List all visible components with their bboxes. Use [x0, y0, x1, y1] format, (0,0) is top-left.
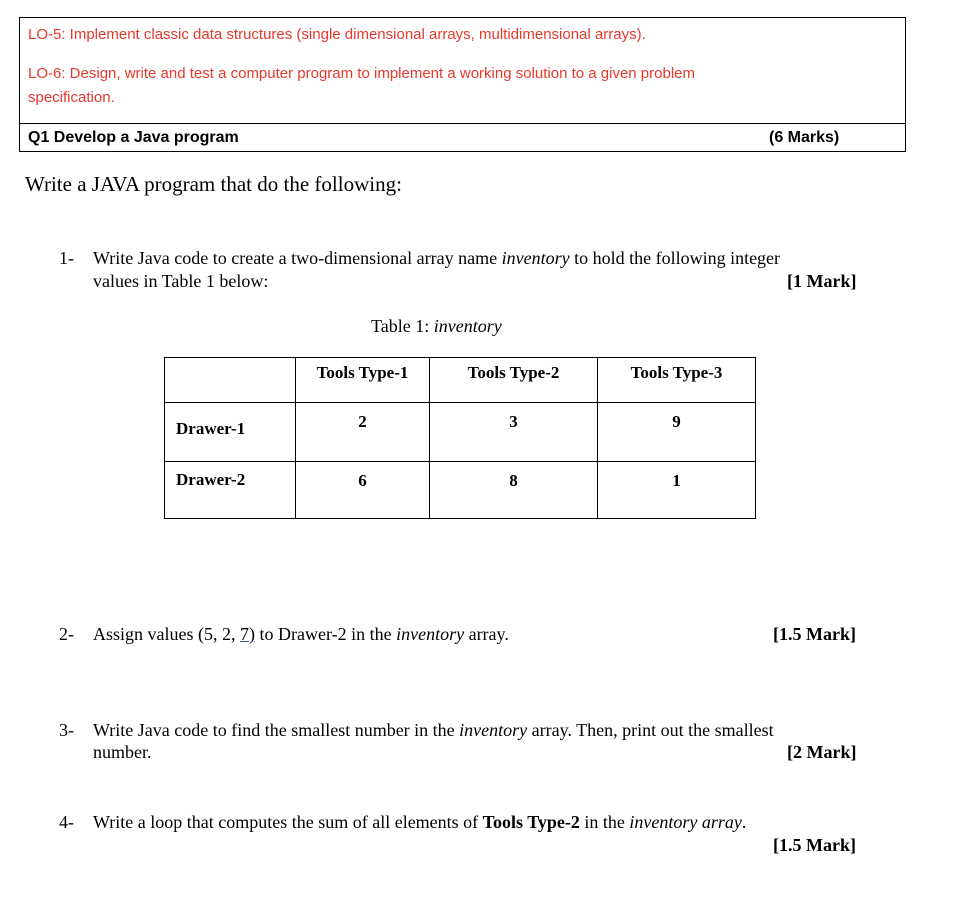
- table-header-cell: Tools Type-3: [598, 358, 756, 403]
- lo5-text: LO-5: Implement classic data structures (single dimensional arrays, multidimensional arrays).: [28, 26, 646, 43]
- q4-mark: [1.5 Mark]: [773, 835, 856, 855]
- q3-line2: number.: [93, 742, 152, 762]
- row-label: Drawer-2: [165, 462, 296, 519]
- header-divider: [20, 123, 905, 124]
- q1-line1: Write Java code to create a two-dimensional array name inventory to hold the following integer: [93, 248, 781, 268]
- table-cell: 1: [598, 462, 756, 519]
- q3-line1: Write Java code to find the smallest number in the inventory array. Then, print out the smallest: [93, 720, 774, 740]
- q2-link-text: 7): [240, 624, 255, 644]
- table-cell: 8: [430, 462, 598, 519]
- question-marks: (6 Marks): [769, 129, 840, 146]
- table-cell: 9: [598, 403, 756, 462]
- q2-number: 2-: [59, 624, 74, 644]
- table-header-cell: Tools Type-1: [296, 358, 430, 403]
- table-cell: 6: [296, 462, 430, 519]
- table-caption: Table 1: inventory: [371, 316, 502, 336]
- q1-line2: values in Table 1 below:: [93, 271, 269, 291]
- intro-text: Write a JAVA program that do the following:: [25, 172, 402, 196]
- lo6-text-line2: specification.: [28, 89, 115, 106]
- row-label: Drawer-1: [165, 403, 296, 462]
- q1-mark: [1 Mark]: [787, 271, 857, 291]
- table-row: [165, 403, 756, 462]
- q3-number: 3-: [59, 720, 74, 740]
- q2-mark: [1.5 Mark]: [773, 624, 856, 644]
- table-row: [165, 462, 756, 519]
- learning-outcomes-box: [19, 17, 906, 152]
- table-cell: 2: [296, 403, 430, 462]
- table-cell: 3: [430, 403, 598, 462]
- question-title: Q1 Develop a Java program: [28, 129, 239, 146]
- q1-number: 1-: [59, 248, 74, 268]
- table-header-cell: Tools Type-2: [430, 358, 598, 403]
- lo6-text-line1: LO-6: Design, write and test a computer program to implement a working solution to a given problem: [28, 65, 695, 82]
- table-header-row: [165, 358, 756, 403]
- q4-line1: Write a loop that computes the sum of all elements of Tools Type-2 in the inventory array.: [93, 812, 747, 832]
- inventory-table: [164, 357, 756, 519]
- table-corner-cell: [165, 358, 296, 403]
- q3-mark: [2 Mark]: [787, 742, 857, 762]
- q4-number: 4-: [59, 812, 74, 832]
- q2-text: Assign values (5, 2, 7) to Drawer-2 in the inventory array.: [93, 624, 509, 644]
